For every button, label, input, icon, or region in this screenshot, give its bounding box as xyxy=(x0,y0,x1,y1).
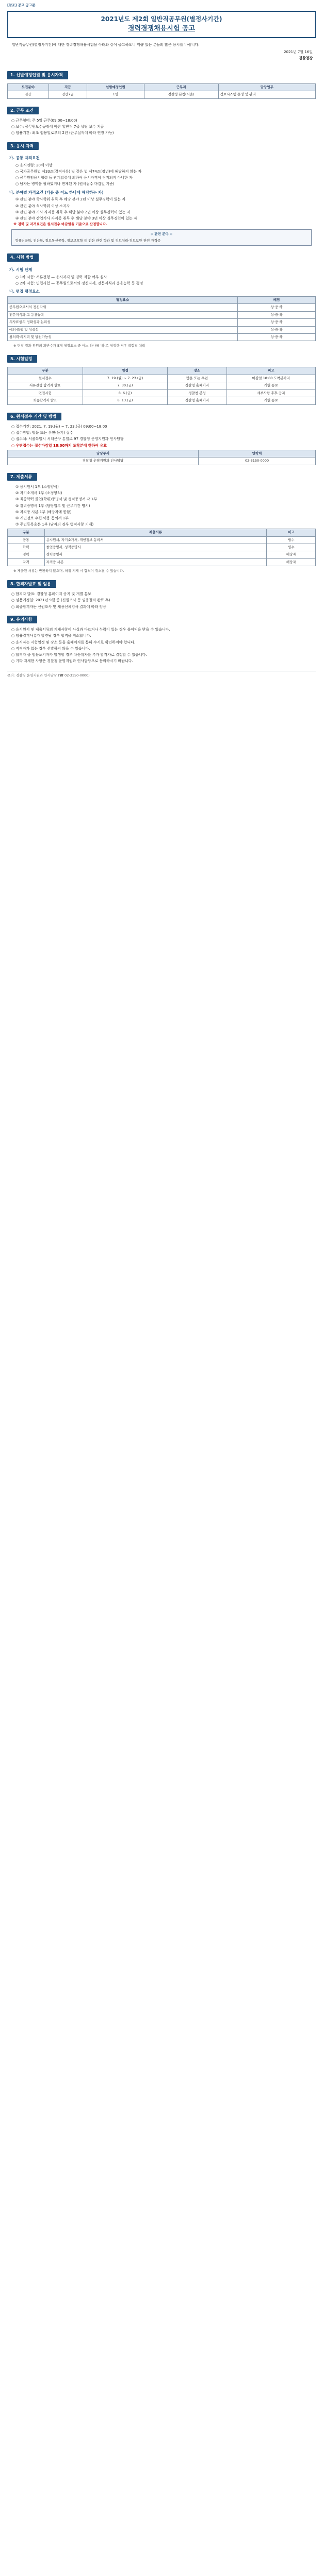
table-cell: 자격 xyxy=(8,558,45,566)
table-header-cell: 비고 xyxy=(267,529,316,536)
table-cell: 응시원서, 자기소개서, 개인정보 동의서 xyxy=(44,536,267,544)
table-row xyxy=(8,558,316,566)
table-cell: 개별 통보 xyxy=(227,397,315,404)
announcement-date: 2021년 7월 16일 xyxy=(284,49,313,54)
list-item: ⑥ 개인정보 수집·이용 동의서 1부 xyxy=(15,516,69,520)
list-item: ○ 임용예정일: 2021년 9월 중 (신원조사 등 임용절차 완료 후) xyxy=(11,598,110,603)
table-cell: 8. 13.(금) xyxy=(83,397,168,404)
table-header-cell: 일정 xyxy=(83,367,168,375)
documents-table xyxy=(7,529,316,566)
table-cell: 상·중·하 xyxy=(237,311,315,318)
table-cell: 1명 xyxy=(87,91,144,98)
list-item: ○ 응시원서 및 제출서류의 기재사항이 사실과 다르거나 누락이 있는 경우 불이익을 받을 수 있습니다. xyxy=(11,628,170,632)
table-header-cell: 비고 xyxy=(227,367,315,375)
schedule-table xyxy=(7,367,316,404)
list-item: ○ 적격자가 없는 경우 선발하지 않을 수 있습니다. xyxy=(11,646,90,651)
list-item: ○ 임용결격사유가 발견될 경우 합격을 취소합니다. xyxy=(11,634,91,638)
table-row xyxy=(8,544,316,551)
list-item: ④ 관련 분야 산업기사 자격증 취득 후 해당 분야 3년 이상 실무경력이 있는 자 xyxy=(15,216,137,221)
section-eligibility-heading: 3. 응시 자격 xyxy=(7,142,39,150)
table-cell: 02-3150-0000 xyxy=(199,457,316,465)
table-row xyxy=(8,334,316,341)
table-row xyxy=(8,91,316,98)
table-cell: 경찰청 홈페이지 xyxy=(168,397,227,404)
table-cell: 세부사항 추후 공지 xyxy=(227,389,315,397)
table-cell: 경찰청 홈페이지 xyxy=(168,382,227,389)
section-conditions-heading: 2. 근무 조건 xyxy=(7,107,39,115)
list-item: ○ 2차 시험: 면접시험 — 공무원으로서의 정신자세, 전문지식과 응용능력 등 평정 xyxy=(15,281,143,285)
table-row xyxy=(8,389,316,397)
table-header-cell: 선발예정인원 xyxy=(87,83,144,91)
list-item: ○ 보수: 공무원보수규정에 따른 일반직 7급 상당 보수 지급 xyxy=(11,125,104,129)
documents-note: ※ 제출된 서류는 반환하지 않으며, 허위 기재 시 합격이 취소될 수 있습니다. xyxy=(13,569,124,573)
list-item: ② 관련 분야 석사학위 이상 소지자 xyxy=(15,204,70,208)
table-cell: 경찰청 본청(서울) xyxy=(144,91,218,98)
announcing-org: 경찰청장 xyxy=(298,56,313,60)
table-header-cell: 직급 xyxy=(49,83,87,91)
table-cell: 상·중·하 xyxy=(237,304,315,311)
table-cell: 8. 6.(금) xyxy=(83,389,168,397)
table-header-cell: 모집분야 xyxy=(8,83,49,91)
exam-steps-heading: 가. 시험 단계 xyxy=(9,267,33,272)
table-header-cell: 담당부서 xyxy=(8,450,199,457)
table-cell: 졸업증명서, 성적증명서 xyxy=(44,544,267,551)
list-item: ○ 공무원임용시험령 등 관계법령에 의하여 응시자격이 정지되지 아니한 자 xyxy=(15,176,133,180)
special-requirements-heading: 나. 분야별 자격요건 (다음 중 어느 하나에 해당하는 자) xyxy=(9,190,104,195)
list-item: ○ 우편접수는 접수마감일 18:00까지 도착분에 한하여 유효 xyxy=(11,443,107,448)
table-row xyxy=(8,382,316,389)
table-cell: 7. 19.(월) ~ 7. 23.(금) xyxy=(83,375,168,382)
table-row xyxy=(8,551,316,558)
table-cell: 마감일 18:00 도착분까지 xyxy=(227,375,315,382)
doc-label-text: [참조] 공고 공고문 xyxy=(7,3,36,7)
table-cell: 자격증 사본 xyxy=(44,558,267,566)
documents-table-header xyxy=(8,529,316,536)
list-item: ① 응시원서 1부 (소정양식) xyxy=(15,485,59,489)
table-cell: 상·중·하 xyxy=(237,334,315,341)
table-header-cell: 구분 xyxy=(8,367,83,375)
table-cell: 정보시스템 운영 및 관리 xyxy=(218,91,315,98)
list-item: ① 관련 분야 학사학위 취득 후 해당 분야 2년 이상 실무경력이 있는 자 xyxy=(15,197,126,202)
eval-factors-heading: 나. 면접 평정요소 xyxy=(9,289,40,294)
table-cell: 해당자 xyxy=(267,551,316,558)
section-exam-method-heading: 4. 시험 방법 xyxy=(7,253,39,262)
list-item: ○ 접수처: 서울특별시 서대문구 통일로 97 경찰청 운영지원과 인사담당 xyxy=(11,437,124,442)
doc-label xyxy=(7,3,316,8)
table-cell: 경력 xyxy=(8,551,45,558)
section-schedule-heading: 5. 시험일정 xyxy=(7,355,37,363)
list-item: ○ 남자는 병역을 필하였거나 면제된 자 (원서접수 마감일 기준) xyxy=(15,182,115,187)
schedule-table-header xyxy=(8,367,316,375)
title-line2: 경력경쟁채용시험 공고 xyxy=(127,24,196,32)
section-application-heading: 6. 원서접수 기간 및 방법 xyxy=(7,413,61,421)
table-cell: 서류전형 합격자 발표 xyxy=(8,382,83,389)
table-cell: 경력증명서 xyxy=(44,551,267,558)
table-cell: 해당자 xyxy=(267,558,316,566)
table-header-cell: 구분 xyxy=(8,529,45,536)
table-header-cell: 연락처 xyxy=(199,450,316,457)
list-item: ○ 최종합격자는 신원조사 및 채용신체검사 결과에 따라 임용 xyxy=(11,604,106,609)
table-cell: 필수 xyxy=(267,536,316,544)
eval-table xyxy=(7,296,316,342)
table-cell: 공통 xyxy=(8,536,45,544)
table-cell: 공무원으로서의 정신자세 xyxy=(8,304,238,311)
list-item: ○ 기타 자세한 사항은 경찰청 운영지원과 인사담당으로 문의하시기 바랍니다. xyxy=(11,658,133,663)
table-row xyxy=(8,326,316,333)
table-cell: 방문 또는 우편 xyxy=(168,375,227,382)
list-item: ○ 1차 시험: 서류전형 — 응시자격 및 경력 적합 여부 심사 xyxy=(15,275,107,279)
list-item: ⑤ 자격증 사본 1부 (해당자에 한함) xyxy=(15,510,72,514)
table-cell: 전문지식과 그 응용능력 xyxy=(8,311,238,318)
table-row xyxy=(8,397,316,404)
recruit-table xyxy=(7,83,316,99)
table-row xyxy=(8,536,316,544)
table-cell: 개별 통보 xyxy=(227,382,315,389)
list-item: ○ 응시자는 시험일정 및 장소 등을 홈페이지를 통해 수시로 확인하여야 합니다. xyxy=(11,640,136,645)
footer-contact: 문의: 경찰청 운영지원과 인사담당 (☎ 02-3150-0000) xyxy=(7,671,316,678)
section-documents-heading: 7. 제출서류 xyxy=(7,473,37,481)
related-fields-box xyxy=(11,229,312,246)
section-notes-heading: 9. 유의사항 xyxy=(7,616,37,624)
table-cell: 면접시험 xyxy=(8,389,83,397)
table-cell: 상·중·하 xyxy=(237,319,315,326)
table-cell: 의사표현의 정확성과 논리성 xyxy=(8,319,238,326)
list-item: ○ 임용기간: 최초 임용일로부터 2년 (근무실적에 따라 연장 가능) xyxy=(11,131,114,135)
title-box xyxy=(7,11,316,38)
table-row xyxy=(8,319,316,326)
list-item: ○ 접수기간: 2021. 7. 19.(월) ~ 7. 23.(금) 09:00~18:00 xyxy=(11,425,107,429)
table-row xyxy=(8,375,316,382)
list-item: ④ 경력증명서 1부 (담당업무 및 근무기간 명시) xyxy=(15,503,90,508)
list-item: ③ 최종학력 졸업(학위)증명서 및 성적증명서 각 1부 xyxy=(15,497,98,502)
list-item: ○ 근무형태: 주 5일 근무(09:00~18:00) xyxy=(11,118,77,123)
list-item: ⑦ 주민등록초본 1부 (남자의 경우 병적사항 기재) xyxy=(15,522,94,527)
table-cell: 경찰청 본청 xyxy=(168,389,227,397)
related-fields-text: 컴퓨터공학, 전산학, 정보통신공학, 정보보호학 등 전산 관련 학과 및 정보처리·정보보안 관련 자격증 xyxy=(15,238,161,243)
contact-table-header xyxy=(8,450,316,457)
table-header-cell: 제출서류 xyxy=(44,529,267,536)
intro-text: 일반직공무원(별정사기간)에 대한 경력경쟁채용시험을 아래와 같이 공고하오니 역량 있는 분들의 많은 응시를 바랍니다. xyxy=(12,42,200,47)
general-requirements-heading: 가. 공통 자격요건 xyxy=(9,156,40,161)
table-cell: 최종합격자 발표 xyxy=(8,397,83,404)
table-cell: 전산 xyxy=(8,91,49,98)
section-recruit-heading: 1. 선발예정인원 및 응시자격 xyxy=(7,71,68,79)
list-item: ○ 합격자 발표: 경찰청 홈페이지 공지 및 개별 통보 xyxy=(11,592,91,597)
table-row xyxy=(8,457,316,465)
contact-table xyxy=(7,450,316,465)
list-item: ○ 응시연령: 20세 이상 xyxy=(15,163,53,167)
table-header-cell: 배점 xyxy=(237,296,315,303)
related-fields-title: ◇ 관련 분야 ◇ xyxy=(151,232,172,236)
table-cell: 전산7급 xyxy=(49,91,87,98)
table-cell: 필수 xyxy=(267,544,316,551)
list-item: ③ 관련 분야 기사 자격증 취득 후 해당 분야 2년 이상 실무경력이 있는 자 xyxy=(15,210,131,214)
table-cell: 창의력·의지력 및 발전가능성 xyxy=(8,334,238,341)
table-cell: 7. 30.(금) xyxy=(83,382,168,389)
table-row xyxy=(8,304,316,311)
eval-table-header xyxy=(8,296,316,303)
recruit-table-header xyxy=(8,83,316,91)
table-cell: 예의·품행 및 성실성 xyxy=(8,326,238,333)
table-header-cell: 평정요소 xyxy=(8,296,238,303)
section-results-heading: 8. 합격자발표 및 임용 xyxy=(7,580,56,588)
table-cell: 학력 xyxy=(8,544,45,551)
table-header-cell: 담당업무 xyxy=(218,83,315,91)
table-cell: 상·중·하 xyxy=(237,326,315,333)
table-cell: 원서접수 xyxy=(8,375,83,382)
table-header-cell: 장소 xyxy=(168,367,227,375)
table-header-cell: 근무지 xyxy=(144,83,218,91)
eligibility-note: ※ 경력 및 자격요건은 원서접수 마감일을 기준으로 산정합니다. xyxy=(13,222,107,226)
title-line1: 2021년도 제2회 일반직공무원(별정사기간) xyxy=(101,15,222,23)
table-row xyxy=(8,311,316,318)
list-item: ○ 접수방법: 방문 또는 우편(등기) 접수 xyxy=(11,431,73,435)
list-item: ○ 합격자 중 임용포기자가 발생할 경우 차순위자를 추가 합격자로 결정할 수 있습니다. xyxy=(11,652,147,657)
list-item: ② 자기소개서 1부 (소정양식) xyxy=(15,491,62,496)
eval-note: ※ 면접 결과 위원의 과반수가 5개 평정요소 중 어느 하나를 '하'로 평정한 경우 불합격 처리 xyxy=(13,344,146,348)
table-cell: 경찰청 운영지원과 인사담당 xyxy=(8,457,199,465)
list-item: ○ 국가공무원법 제33조(결격사유) 및 같은 법 제74조(정년)에 해당하지 않는 자 xyxy=(15,170,142,174)
